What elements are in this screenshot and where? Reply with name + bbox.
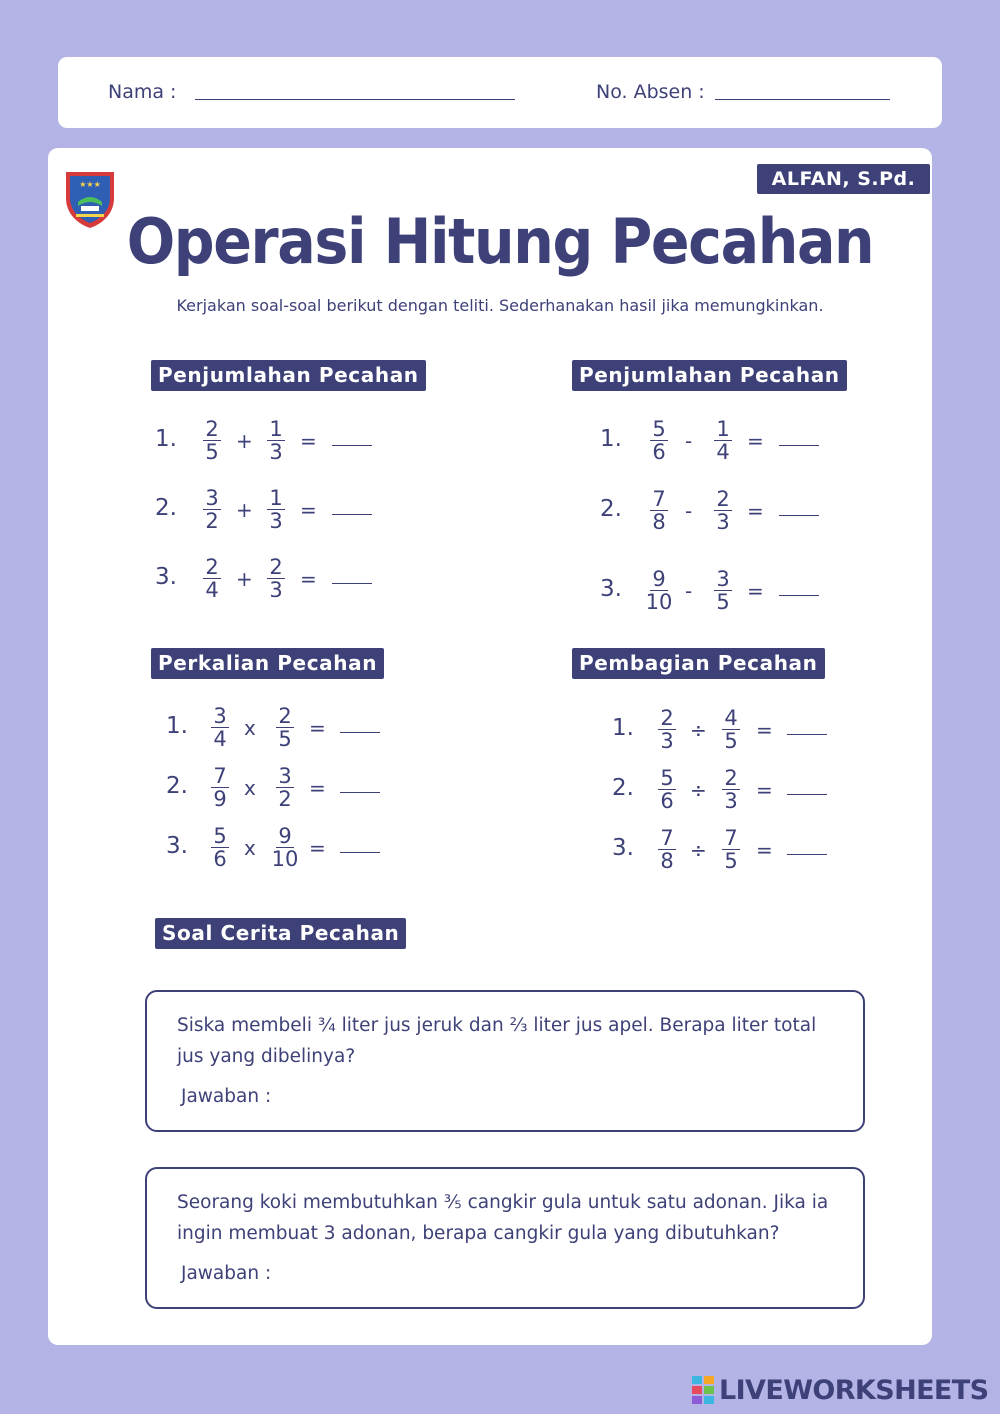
- fraction-second: [270, 705, 300, 750]
- page-title: Operasi Hitung Pecahan: [126, 205, 874, 278]
- answer-blank[interactable]: [340, 792, 380, 793]
- fraction-first: [197, 418, 227, 463]
- problem-number: 3.: [166, 833, 188, 859]
- story-answer-label[interactable]: Jawaban :: [181, 1263, 272, 1284]
- numerator: 2: [278, 704, 292, 728]
- liveworksheets-icon: [692, 1376, 716, 1404]
- brand-name: LIVEWORKSHEETS: [719, 1374, 989, 1406]
- denominator: 5: [278, 727, 292, 751]
- fraction-first: [652, 767, 682, 812]
- story-problem-text: Seorang koki membutuhkan ⅗ cangkir gula untuk satu adonan. Jika ia ingin membuat 3 adonan, berapa cangkir gula yang dibutuhkan?: [177, 1192, 829, 1244]
- problem-number: 2.: [600, 496, 622, 522]
- answer-blank[interactable]: [332, 514, 372, 515]
- problem-number: 1.: [166, 713, 188, 739]
- problem-number: 1.: [155, 426, 177, 452]
- fraction-second: [708, 488, 738, 533]
- section-label-multiplication: Perkalian Pecahan: [151, 648, 384, 679]
- operator: ÷: [690, 718, 707, 742]
- numerator: 7: [652, 487, 666, 511]
- denominator: 3: [269, 440, 283, 464]
- numerator: 3: [205, 486, 219, 510]
- numerator: 2: [716, 487, 730, 511]
- fraction-first: [652, 707, 682, 752]
- section-label-addition: Penjumlahan Pecahan: [151, 360, 426, 391]
- denominator: 3: [724, 789, 738, 813]
- fraction-second: [716, 767, 746, 812]
- answer-blank[interactable]: [340, 732, 380, 733]
- section-label-story: Soal Cerita Pecahan: [155, 918, 406, 949]
- numerator: 5: [660, 766, 674, 790]
- equals-sign: =: [747, 429, 764, 453]
- numerator: 1: [269, 417, 283, 441]
- answer-blank[interactable]: [787, 854, 827, 855]
- fraction-first: [644, 488, 674, 533]
- problem-number: 2.: [612, 775, 634, 801]
- operator: +: [236, 498, 253, 522]
- denominator: 5: [724, 849, 738, 873]
- numerator: 7: [724, 826, 738, 850]
- problem-number: 3.: [155, 564, 177, 590]
- answer-blank[interactable]: [779, 445, 819, 446]
- fraction-first: [205, 825, 235, 870]
- author-badge: ALFAN, S.Pd.: [757, 164, 930, 194]
- denominator: 9: [213, 787, 227, 811]
- answer-blank[interactable]: [779, 595, 819, 596]
- section-label-subtraction: Penjumlahan Pecahan: [572, 360, 847, 391]
- story-problem-box: [145, 990, 865, 1132]
- equals-sign: =: [756, 718, 773, 742]
- fraction-second: [708, 568, 738, 613]
- numerator: 3: [716, 567, 730, 591]
- equals-sign: =: [300, 429, 317, 453]
- denominator: 3: [269, 509, 283, 533]
- denominator: 4: [213, 727, 227, 751]
- numerator: 5: [213, 824, 227, 848]
- fraction-second: [270, 825, 300, 870]
- denominator: 10: [645, 590, 673, 614]
- denominator: 3: [269, 578, 283, 602]
- equals-sign: =: [309, 716, 326, 740]
- fraction-first: [197, 487, 227, 532]
- equals-sign: =: [756, 778, 773, 802]
- fraction-second: [270, 765, 300, 810]
- operator: +: [236, 429, 253, 453]
- operator: x: [244, 776, 256, 800]
- answer-blank[interactable]: [779, 515, 819, 516]
- fraction-second: [261, 418, 291, 463]
- fraction-first: [652, 827, 682, 872]
- operator: -: [685, 429, 693, 453]
- fraction-first: [644, 568, 674, 613]
- fraction-first: [205, 705, 235, 750]
- denominator: 5: [716, 590, 730, 614]
- instructions: Kerjakan soal-soal berikut dengan teliti. Sederhanakan hasil jika memungkinkan.: [176, 296, 824, 315]
- denominator: 6: [660, 789, 674, 813]
- answer-blank[interactable]: [332, 445, 372, 446]
- problem-number: 1.: [600, 426, 622, 452]
- numerator: 4: [724, 706, 738, 730]
- numerator: 3: [213, 704, 227, 728]
- numerator: 9: [278, 824, 292, 848]
- student-info-bar: [58, 57, 942, 128]
- story-problem-text: Siska membeli ¾ liter jus jeruk dan ⅔ liter jus apel. Berapa liter total jus yang dibelinya?: [177, 1015, 817, 1067]
- problem-number: 1.: [612, 715, 634, 741]
- name-label: Nama :: [108, 81, 177, 103]
- numerator: 9: [652, 567, 666, 591]
- svg-text:★★★: ★★★: [79, 180, 101, 189]
- operator: ÷: [690, 778, 707, 802]
- denominator: 4: [205, 578, 219, 602]
- denominator: 5: [205, 440, 219, 464]
- operator: -: [685, 579, 693, 603]
- story-answer-label[interactable]: Jawaban :: [181, 1086, 272, 1107]
- equals-sign: =: [300, 498, 317, 522]
- denominator: 10: [271, 847, 299, 871]
- denominator: 6: [652, 440, 666, 464]
- fraction-second: [716, 827, 746, 872]
- denominator: 8: [652, 510, 666, 534]
- absen-field[interactable]: [715, 99, 890, 100]
- equals-sign: =: [747, 579, 764, 603]
- worksheet-sheet: [48, 148, 932, 1345]
- denominator: 3: [716, 510, 730, 534]
- denominator: 4: [716, 440, 730, 464]
- denominator: 8: [660, 849, 674, 873]
- numerator: 7: [660, 826, 674, 850]
- fraction-second: [708, 418, 738, 463]
- numerator: 2: [269, 555, 283, 579]
- brand-logo: [692, 1373, 988, 1407]
- fraction-second: [716, 707, 746, 752]
- absen-label: No. Absen :: [596, 81, 705, 103]
- equals-sign: =: [309, 836, 326, 860]
- fraction-first: [197, 556, 227, 601]
- numerator: 2: [205, 555, 219, 579]
- answer-blank[interactable]: [332, 583, 372, 584]
- fraction-first: [205, 765, 235, 810]
- numerator: 3: [278, 764, 292, 788]
- denominator: 2: [205, 509, 219, 533]
- denominator: 3: [660, 729, 674, 753]
- numerator: 5: [652, 417, 666, 441]
- numerator: 2: [724, 766, 738, 790]
- equals-sign: =: [300, 567, 317, 591]
- answer-blank[interactable]: [787, 794, 827, 795]
- equals-sign: =: [747, 499, 764, 523]
- problem-number: 2.: [155, 495, 177, 521]
- equals-sign: =: [309, 776, 326, 800]
- problem-number: 2.: [166, 773, 188, 799]
- fraction-first: [644, 418, 674, 463]
- fraction-second: [261, 556, 291, 601]
- operator: -: [685, 499, 693, 523]
- operator: x: [244, 836, 256, 860]
- denominator: 5: [724, 729, 738, 753]
- problem-number: 3.: [600, 576, 622, 602]
- fraction-second: [261, 487, 291, 532]
- equals-sign: =: [756, 838, 773, 862]
- operator: +: [236, 567, 253, 591]
- numerator: 1: [716, 417, 730, 441]
- answer-blank[interactable]: [340, 852, 380, 853]
- name-field[interactable]: [195, 99, 515, 100]
- problem-number: 3.: [612, 835, 634, 861]
- numerator: 2: [205, 417, 219, 441]
- operator: ÷: [690, 838, 707, 862]
- numerator: 2: [660, 706, 674, 730]
- numerator: 7: [213, 764, 227, 788]
- numerator: 1: [269, 486, 283, 510]
- section-label-division: Pembagian Pecahan: [572, 648, 825, 679]
- denominator: 2: [278, 787, 292, 811]
- operator: x: [244, 716, 256, 740]
- answer-blank[interactable]: [787, 734, 827, 735]
- denominator: 6: [213, 847, 227, 871]
- story-problem-box: [145, 1167, 865, 1309]
